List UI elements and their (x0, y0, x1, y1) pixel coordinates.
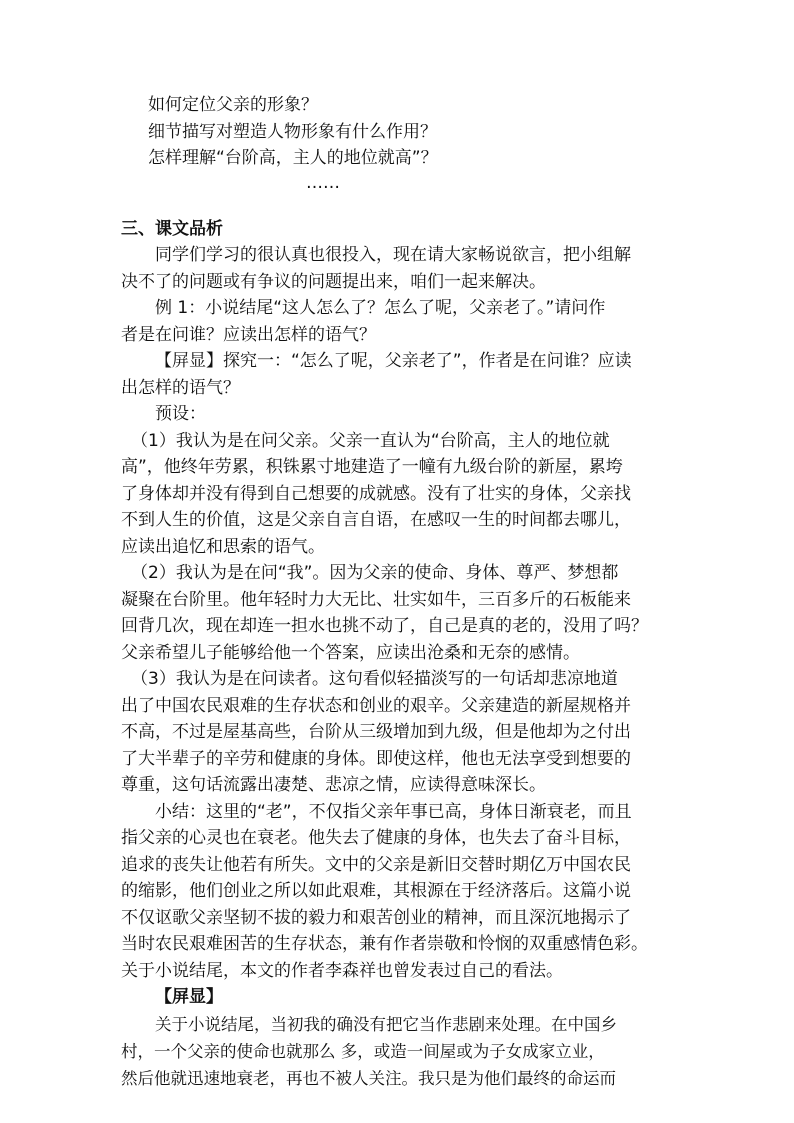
screen1-line: 【屏显】探究一：“怎么了呢，父亲老了”，作者是在问谁？应读 (155, 351, 632, 371)
example1-line: 例 1：小说结尾“这人怎么了？怎么了呢，父亲老了。”请问作 (155, 298, 606, 318)
answer3-line: （3）我认为是在问读者。这句看似轻描淡写的一句话却悲凉地道 (131, 669, 618, 689)
answer1-line: （1）我认为是在问父亲。父亲一直认为“台阶高，主人的地位就 (131, 430, 610, 451)
author-quote-line: 然后他就迅速地衰老，再也不被人关注。我只是为他们最终的命运而 (121, 1068, 616, 1088)
answer2-line: 父亲希望儿子能够给他一个答案，应读出沧桑和无奈的感情。 (121, 642, 580, 663)
question-steps-meaning: 怎样理解“台阶高，主人的地位就高”？ (148, 148, 438, 168)
answer1-line: 了身体却并没有得到自己想要的成就感。没有了壮实的身体，父亲找 (121, 483, 631, 504)
answer2-line: （2）我认为是在问“我”。因为父亲的使命、身体、尊严、梦想都 (131, 563, 619, 583)
summary-line: 小结：这里的“老”，不仅指父亲年事已高，身体日渐衰老，而且 (155, 801, 632, 822)
question-detail-description: 细节描写对塑造人物形象有什么作用？ (148, 121, 437, 142)
example1-line: 者是在问谁？应读出怎样的语气？ (121, 324, 376, 345)
answer3-line: 了大半辈子的辛劳和健康的身体。即使这样，他也无法享受到想要的 (121, 748, 631, 769)
answer2-line: 回背几次，现在却连一担水也挑不动了，自己是真的老的，没用了吗？ (121, 616, 648, 636)
screen1-line: 出怎样的语气？ (121, 377, 240, 398)
answer2-line: 凝聚在台阶里。他年轻时力大无比、壮实如牛，三百多斤的石板能来 (121, 589, 631, 610)
answer3-line: 不高，不过是屋基高些，台阶从三级增加到九级，但是他却为之付出 (121, 722, 631, 742)
summary-line: 的缩影，他们创业之所以如此艰难，其根源在于经济落后。这篇小说 (121, 881, 631, 901)
summary-line: 关于小说结尾，本文的作者李森祥也曾发表过自己的看法。 (121, 960, 563, 981)
author-quote-line: 村，一个父亲的使命也就那么 多，或造一间屋或为子女成家立业， (121, 1041, 605, 1061)
answer3-line: 尊重，这句话流露出凄楚、悲凉之情，应读得意味深长。 (121, 775, 546, 795)
summary-line: 当时农民艰难困苦的生存状态，兼有作者崇敬和怜悯的双重感情色彩。 (121, 934, 648, 954)
answer3-line: 出了中国农民艰难的生存状态和创业的艰辛。父亲建造的新屋规格并 (121, 695, 631, 716)
answer1-line: 不到人生的价值，这是父亲自言自语，在感叹一生的时间都去哪儿， (121, 510, 631, 530)
summary-line: 不仅讴歌父亲坚韧不拔的毅力和艰苦创业的精神，而且深沉地揭示了 (121, 907, 631, 928)
summary-line: 指父亲的心灵也在衰老。他失去了健康的身体，也失去了奋斗目标， (121, 828, 631, 848)
answer1-line: 应读出追忆和思索的语气。 (121, 536, 325, 557)
intro-line: 决不了的问题或有争议的问题提出来，咱们一起来解决。 (121, 271, 546, 292)
answer1-line: 高”，他终年劳累，积铢累寸地建造了一幢有九级台阶的新屋，累垮 (121, 457, 623, 477)
screen2-label: 【屏显】 (155, 987, 223, 1007)
section-title: 三、课文品析 (121, 218, 223, 239)
preset-label: 预设： (155, 404, 206, 424)
intro-line: 同学们学习的很认真也很投入，现在请大家畅说欲言，把小组解 (155, 245, 631, 265)
ellipsis: …… (306, 172, 340, 193)
summary-line: 追求的丧失让他若有所失。文中的父亲是新旧交替时期亿万中国农民 (121, 854, 631, 875)
question-father-image: 如何定位父亲的形象？ (148, 95, 318, 115)
document-content (121, 92, 677, 1092)
author-quote-line: 关于小说结尾，当初我的确没有把它当作悲剧来处理。在中国乡 (155, 1014, 617, 1034)
